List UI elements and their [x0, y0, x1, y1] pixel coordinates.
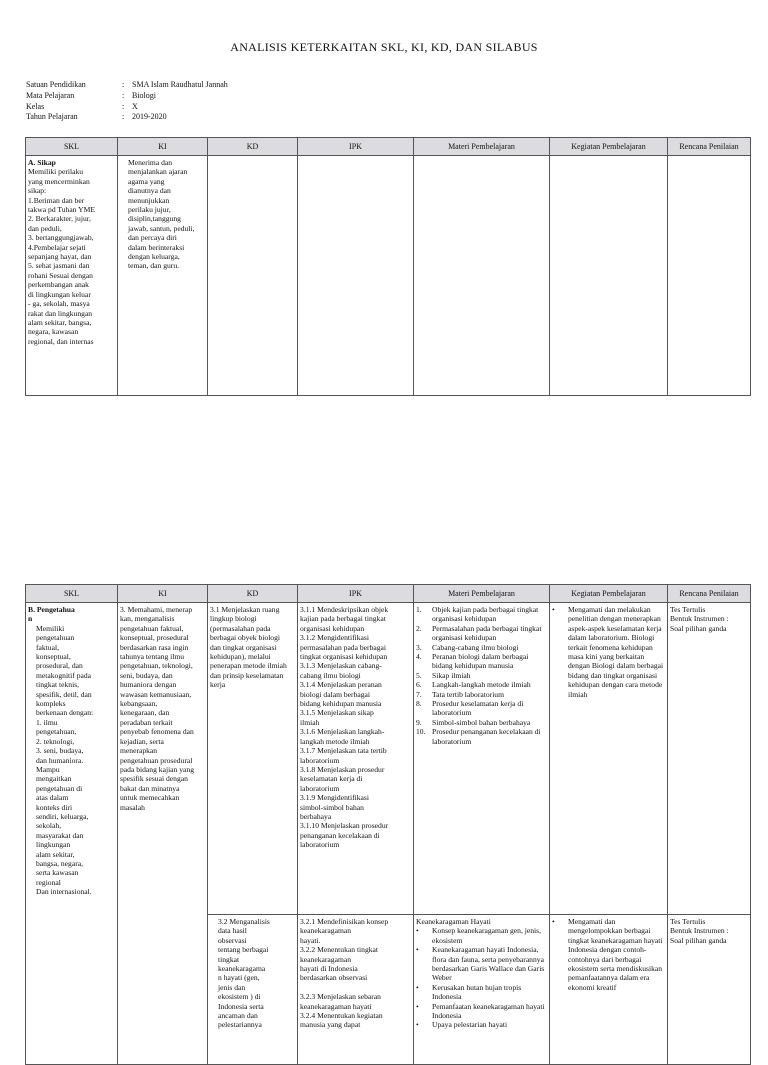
- bullet-icon: •: [416, 945, 419, 955]
- info-separator: :: [122, 80, 125, 89]
- kd-text: 3.1 Menjelaskan ruang lingkup biologi (permasalahan pada berbagai obyek biologi dan tingkat organisasi kehidupan), melalui penerapan metode ilmiah dan prinsip keselamatan kerja: [210, 605, 287, 690]
- kegiatan-list: [552, 605, 665, 699]
- document-info: [26, 80, 228, 123]
- info-row-satuan: [26, 80, 228, 91]
- info-separator: :: [122, 90, 125, 100]
- penilaian-text: Tes Tertulis Bentuk Instrumen : Soal pilihan ganda: [670, 605, 729, 633]
- info-value: SMA Islam Raudhatul Jannah: [132, 80, 228, 89]
- materi-cell: [414, 915, 550, 1065]
- info-label: Kelas: [26, 101, 45, 111]
- bullet-icon: •: [416, 1020, 419, 1030]
- analysis-table-pengetahuan: [25, 584, 751, 1065]
- ki-text: 3. Memahami, menerap kan, menganalisis pengetahuan faktual, konseptual, prosedural berdasarkan rasa ingin tahunya tentang ilmu pengetahuan, teknologi, seni, budaya, dan humaniora dengan wawasan kemanusiaan, kebangsaan, kenegaraan, dan peradaban terkait penyebab fenomena dan kejadian, serta menerapkan pengetahuan prosedural pada bidang kajian yang spesifik sesuai dengan bakat dan minatnya untuk memecahkan masalah: [120, 605, 195, 812]
- page-title: ANALISIS KETERKAITAN SKL, KI, KD, DAN SILABUS: [230, 40, 538, 54]
- info-label: Mata Pelajaran: [26, 90, 75, 100]
- header-kegiatan: Kegiatan Pembelajaran: [550, 138, 668, 156]
- analysis-table-sikap: [25, 137, 751, 396]
- info-row-tahun: [26, 112, 228, 123]
- list-item: 2. Permasalahan pada berbagai tingkat organisasi kehidupan: [416, 623, 542, 643]
- header-materi: Materi Pembelajaran: [414, 585, 550, 603]
- table-row: [26, 156, 751, 396]
- kd-cell: [208, 915, 298, 1065]
- info-separator: :: [122, 112, 125, 122]
- kd-text: 3.2 Menganalisis data hasil observasi tentang berbagai tingkat keanekaragama n hayati (gen, jenis dan ekosistem ) di Indonesia serta ancaman dan pelestariannya: [218, 917, 270, 1030]
- header-ipk: IPK: [298, 138, 414, 156]
- skl-heading: A. Sikap: [28, 158, 56, 167]
- ipk-text: 3.1.1 Mendeskripsikan objek kajian pada berbagai tingkat organisasi kehidupan 3.1.2 Mengidentifikasi permasalahan pada berbagai tingkat organisasi kehidupan 3.1.3 Menjelaskan cabang- cabang ilmu biologi 3.1.4 Menjelaskan peranan biologi dalam berbagai bidang kehidupan manusia 3.1.5 Menjelaskan sikap ilmiah 3.1.6 Menjelaskan langkah- langkah metode ilmiah 3.1.7 Menjelaskan tata tertib laboratorium 3.1.8 Menjelaskan prosedur keselamatan kerja di laboratorium 3.1.9 Mengidentifikasi simbol-simbol bahan berbahaya 3.1.10 Menjelaskan prosedur penanganan kecelakaan di laboratorium: [300, 605, 389, 850]
- header-kd: KD: [208, 585, 298, 603]
- header-penilaian: Rencana Penilaian: [668, 138, 751, 156]
- info-row-mapel: [26, 91, 228, 102]
- list-item: • Pemanfaatan keanekaragaman hayati Indonesia: [416, 1001, 545, 1021]
- header-penilaian: Rencana Penilaian: [668, 585, 751, 603]
- header-kd: KD: [208, 138, 298, 156]
- info-label: Satuan Pendidikan: [26, 80, 86, 89]
- list-item: 10. Prosedur penanganan kecelakaan di laboratorium: [416, 727, 541, 746]
- skl-text: Memiliki pengetahuan faktual, konseptual, prosedural, dan metakognitif pada tingkat teknis, spesifik, detil, dan kompleks berkenaan dengan: 1. ilmu pengetahuan, 2. teknologi, 3. seni, budaya, dan humaniora. Mampu mengaitkan pengetahuan di atas dalam konteks diri sendiri, keluarga, sekolah, masyarakat dan lingkungan alam sekitar, bangsa, negara, serta kawasan regional Dan internasional.: [36, 623, 94, 897]
- kegiatan-cell: [550, 915, 668, 1065]
- penilaian-text: Tes Tertulis Bentuk Instrumen : Soal pilihan ganda: [670, 917, 729, 945]
- list-item: 5. Sikap ilmiah: [416, 670, 471, 680]
- header-kegiatan: Kegiatan Pembelajaran: [550, 585, 668, 603]
- info-row-kelas: [26, 102, 228, 113]
- list-item: 3. Cabang-cabang ilmu biologi: [416, 642, 519, 652]
- bullet-icon: •: [552, 605, 555, 614]
- list-item: • Mengamati dan melakukan penelitian dengan menerapkan aspek-aspek keselamatan kerja dalam laboratorium. Biologi terkait fenomena kehidupan masa kini yang berkaitan dengan Biologi dalam berbagai bidang dan tingkat organisasi kehidupan dengan cara metode ilmiah: [552, 605, 664, 699]
- list-item: • Upaya pelestarian hayati: [416, 1020, 508, 1030]
- info-label: Tahun Pelajaran: [26, 112, 78, 122]
- materi-cell: [414, 603, 550, 915]
- skl-cell: [26, 603, 118, 1065]
- bullet-icon: •: [416, 1001, 419, 1011]
- list-item: • Kerusakan hutan hujan tropis Indonesia: [416, 982, 522, 1002]
- bullet-icon: •: [416, 926, 419, 936]
- table-header-row: [26, 138, 751, 156]
- list-item: 8. Prosedur keselamatan kerja di laboratorium: [416, 699, 524, 718]
- kd-cell: [208, 603, 298, 915]
- materi-cell: [414, 156, 550, 396]
- list-item: • Keanekaragaman hayati Indonesia, flora dan fauna, serta penyebarannya berdasarkan Garis Wallace dan Garis Weber: [416, 945, 545, 983]
- ipk-cell: [298, 915, 414, 1065]
- kd-cell: [208, 156, 298, 396]
- ipk-cell: [298, 603, 414, 915]
- materi-list: [416, 605, 547, 746]
- list-item: 7. Tata tertib laboratorium: [416, 689, 505, 699]
- ki-cell: [118, 603, 208, 1065]
- kegiatan-cell: [550, 603, 668, 915]
- header-ki: KI: [118, 585, 208, 603]
- ki-text: Menerima dan menjalankan ajaran agama yang dianutnya dan menunjukkan perilaku jujur, disiplin,tanggung jawab, santun, peduli, dan percaya diri dalam berinteraksi dengan keluarga, teman, dan guru.: [128, 158, 195, 271]
- list-item: 9. Simbol-simbol bahan berbahaya: [416, 717, 531, 727]
- kegiatan-list: [552, 917, 665, 992]
- ipk-text: 3.2.1 Mendefinisikan konsep keanekaragaman hayati. 3.2.2 Menentukan tingkat keanekaragaman hayati di Indonesia berdasarkan observasi 3.2.3 Menjelaskan sebaran keanekaragaman hayati 3.2.4 Menentukan kegiatan manusia yang dapat: [300, 917, 389, 1030]
- list-item: 4. Peranan biologi dalam berbagai bidang kehidupan manusia: [416, 652, 529, 671]
- kegiatan-cell: [550, 156, 668, 396]
- list-item: • Mengamati dan mengelompokkan berbagai tingkat keanekaragaman hayati Indonesia dengan contoh-contohnya dari berbagai ekosistem serta mendiskusikan pemanfaatannya dalam era ekonomi kreatif: [552, 917, 663, 992]
- materi-title: Keanekaragaman Hayati: [416, 917, 491, 926]
- info-value: X: [132, 101, 138, 111]
- list-item: 1. Objek kajian pada berbagai tingkat organisasi kehidupan: [416, 605, 539, 624]
- ki-cell: [118, 156, 208, 396]
- info-value: 2019-2020: [132, 112, 167, 122]
- list-item: 6. Langkah-langkah metode ilmiah: [416, 680, 531, 690]
- info-separator: :: [122, 101, 125, 111]
- info-value: Biologi: [132, 90, 157, 100]
- header-skl: SKL: [26, 585, 118, 603]
- penilaian-cell: [668, 915, 751, 1065]
- skl-text: Memiliki perilaku yang mencerminkan sikap: 1.Beriman dan ber takwa pd Tuhan YME 2. Berkarakter, jujur, dan peduli, 3. bertanggungjawab, 4.Pembelajar sejati sepanjang hayat, dan 5. sehat jasmani dan rohani Sesuai dengan perkembangan anak di lingkungan keluar - ga, sekolah, masya rakat dan lingkungan alam sekitar, bangsa, negara, kawasan regional, dan internas: [28, 167, 96, 346]
- bullet-icon: •: [552, 917, 555, 926]
- table-row: [26, 603, 751, 915]
- penilaian-cell: [668, 603, 751, 915]
- header-materi: Materi Pembelajaran: [414, 138, 550, 156]
- ipk-cell: [298, 156, 414, 396]
- header-ipk: IPK: [298, 585, 414, 603]
- skl-cell: [26, 156, 118, 396]
- header-skl: SKL: [26, 138, 118, 156]
- header-ki: KI: [118, 138, 208, 156]
- table-header-row: [26, 585, 751, 603]
- materi-list: [416, 926, 547, 1029]
- skl-heading: B. Pengetahua n: [28, 605, 75, 624]
- bullet-icon: •: [416, 982, 419, 992]
- list-item: • Konsep keanekaragaman gen, jenis, ekosistem: [416, 926, 542, 945]
- penilaian-cell: [668, 156, 751, 396]
